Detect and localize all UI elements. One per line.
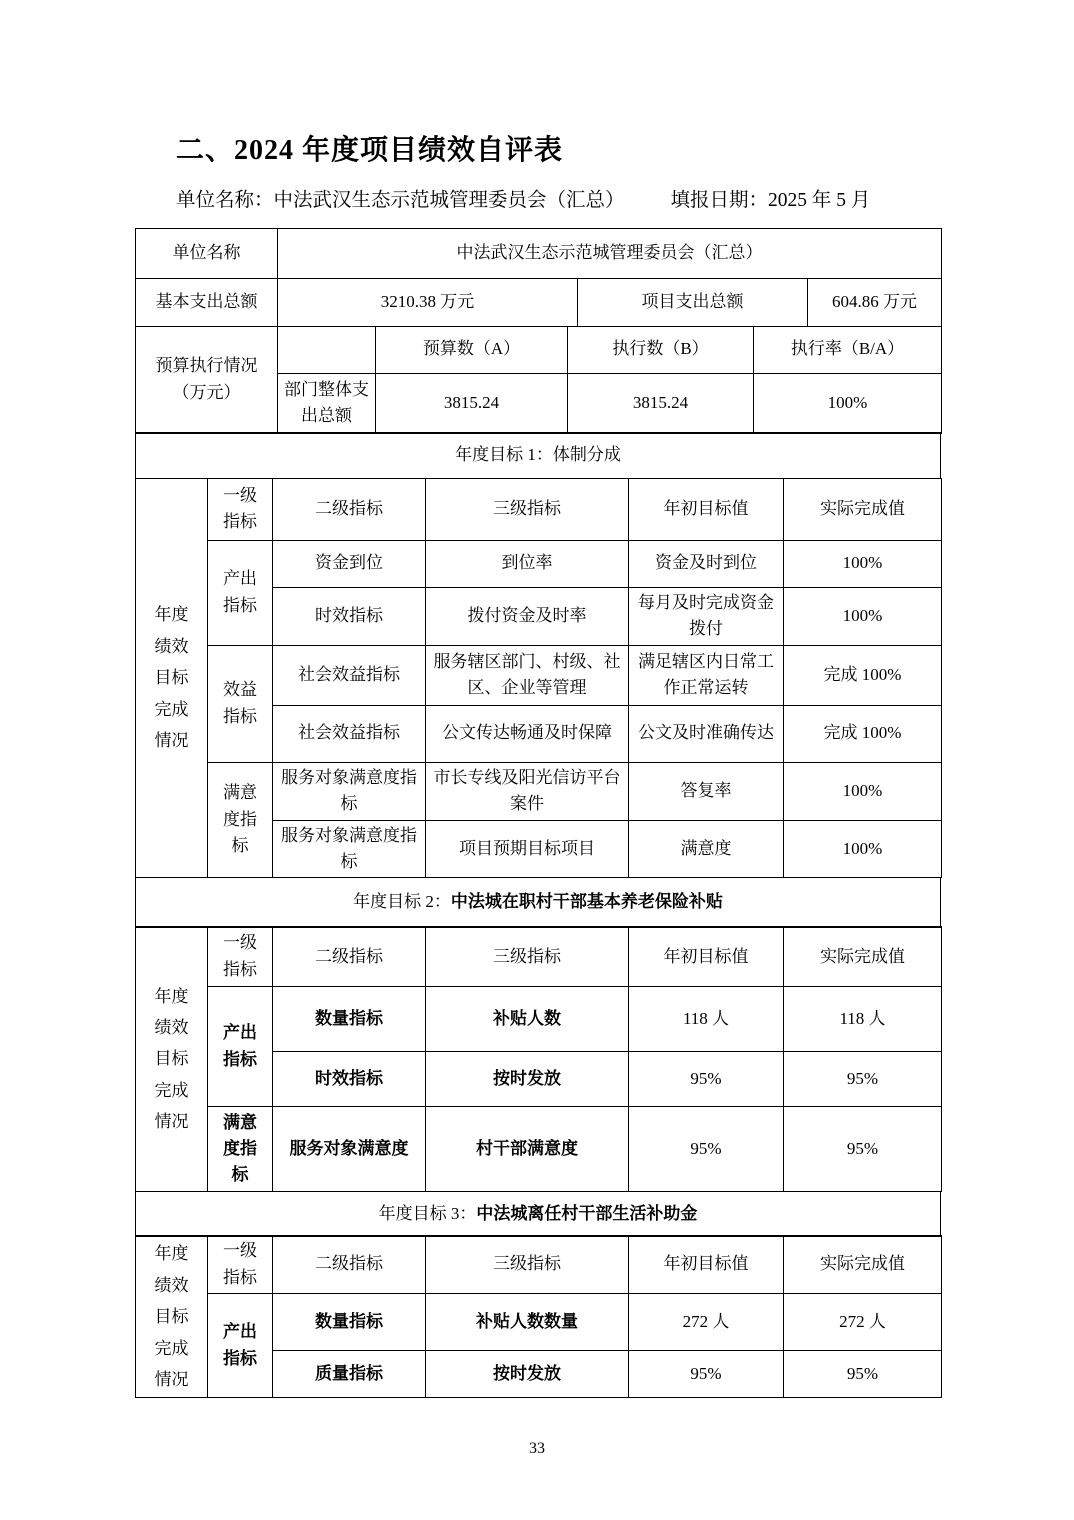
budget-label-line2: （万元）: [172, 382, 241, 402]
actual-cell: 100%: [784, 540, 942, 587]
level1-cell: 产出指标: [208, 987, 273, 1107]
target-cell: 95%: [629, 1351, 784, 1398]
level3-cell: 服务辖区部门、村级、社区、企业等管理: [426, 645, 629, 705]
goal-3-prefix: 年度目标 3：: [378, 1203, 477, 1223]
header-target-cell: 年初目标值: [629, 1236, 784, 1294]
goal-1-banner-table: [135, 432, 941, 479]
goal-1-banner: [136, 433, 941, 479]
actual-cell: 118 人: [784, 987, 942, 1052]
target-cell: 95%: [629, 1107, 784, 1192]
actual-cell: 完成 100%: [784, 645, 942, 705]
project-expense-value-cell: 604.86 万元: [808, 279, 942, 327]
level2-cell: 数量指标: [273, 1293, 426, 1351]
target-cell: 每月及时完成资金拨付: [629, 587, 784, 645]
level3-cell: 村干部满意度: [426, 1107, 629, 1192]
empty-cell: [278, 326, 376, 373]
budget-execution-label-cell: [136, 326, 278, 433]
level2-cell: 社会效益指标: [273, 705, 426, 762]
level2-cell: 时效指标: [273, 587, 426, 645]
budget-rate-value-cell: 100%: [754, 373, 942, 433]
section-3-indicator-table: [135, 1235, 942, 1398]
section-1-indicator-table: [135, 478, 942, 879]
level3-cell: 补贴人数数量: [426, 1293, 629, 1351]
level3-cell: 补贴人数: [426, 987, 629, 1052]
target-cell: 答复率: [629, 762, 784, 820]
budget-col-b-header-cell: 执行数（B）: [568, 326, 754, 373]
level2-cell: 数量指标: [273, 987, 426, 1052]
dept-total-label-cell: 部门整体支出总额: [278, 373, 376, 433]
budget-b-value-cell: 3815.24: [568, 373, 754, 433]
header-actual-cell: 实际完成值: [784, 478, 942, 540]
level1-cell: 效益指标: [208, 645, 273, 762]
side-label-cell: 年度绩效目标完成情况: [136, 927, 208, 1192]
actual-cell: 100%: [784, 762, 942, 820]
goal-2-banner-table: [135, 877, 941, 928]
level1-cell: 产出指标: [208, 540, 273, 645]
header-level2-cell: 二级指标: [273, 927, 426, 987]
goal-2-prefix: 年度目标 2：: [353, 892, 451, 912]
target-cell: 272 人: [629, 1293, 784, 1351]
subtitle-row: [176, 184, 870, 212]
actual-cell: 100%: [784, 820, 942, 878]
goal-3-name: 中法城离任村干部生活补助金: [476, 1203, 698, 1223]
actual-cell: 完成 100%: [784, 705, 942, 762]
unit-name-line: 单位名称：中法武汉生态示范城管理委员会（汇总）: [176, 190, 625, 211]
goal-1-name: 体制分成: [552, 445, 621, 465]
self-evaluation-table: [135, 228, 941, 1398]
basic-expense-value-cell: 3210.38 万元: [278, 279, 578, 327]
level3-cell: 项目预期目标项目: [426, 820, 629, 878]
goal-3-banner-table: [135, 1191, 941, 1237]
header-level2-cell: 二级指标: [273, 1236, 426, 1294]
header-level2-cell: 二级指标: [273, 478, 426, 540]
header-actual-cell: 实际完成值: [784, 927, 942, 987]
page-number: 33: [529, 1440, 545, 1457]
header-level3-cell: 三级指标: [426, 927, 629, 987]
report-date-line: 填报日期：2025 年 5 月: [670, 190, 871, 211]
level3-cell: 公文传达畅通及时保障: [426, 705, 629, 762]
unit-name-label-cell: 单位名称: [136, 229, 278, 279]
goal-3-banner: [136, 1191, 941, 1236]
level3-cell: 按时发放: [426, 1052, 629, 1107]
actual-cell: 95%: [784, 1107, 942, 1192]
budget-a-value-cell: 3815.24: [376, 373, 568, 433]
actual-cell: 100%: [784, 587, 942, 645]
level2-cell: 社会效益指标: [273, 645, 426, 705]
actual-cell: 272 人: [784, 1293, 942, 1351]
goal-1-prefix: 年度目标 1：: [455, 445, 553, 465]
budget-col-a-header-cell: 预算数（A）: [376, 326, 568, 373]
header-level1-cell: 一级指标: [208, 927, 273, 987]
goal-2-name: 中法城在职村干部基本养老保险补贴: [450, 892, 723, 912]
header-target-cell: 年初目标值: [629, 478, 784, 540]
header-actual-cell: 实际完成值: [784, 1236, 942, 1294]
goal-2-banner: [136, 877, 941, 927]
target-cell: 资金及时到位: [629, 540, 784, 587]
level2-cell: 质量指标: [273, 1351, 426, 1398]
page-title: 二、2024 年度项目绩效自评表: [176, 135, 564, 166]
info-table: [135, 228, 942, 327]
unit-name-value-cell: 中法武汉生态示范城管理委员会（汇总）: [278, 229, 942, 279]
actual-cell: 95%: [784, 1052, 942, 1107]
budget-col-rate-header-cell: 执行率（B/A）: [754, 326, 942, 373]
header-level3-cell: 三级指标: [426, 1236, 629, 1294]
header-level1-cell: 一级指标: [208, 478, 273, 540]
level1-cell: 满意度指标: [208, 1107, 273, 1192]
header-target-cell: 年初目标值: [629, 927, 784, 987]
level2-cell: 时效指标: [273, 1052, 426, 1107]
target-cell: 满足辖区内日常工作正常运转: [629, 645, 784, 705]
level2-cell: 服务对象满意度指标: [273, 820, 426, 878]
level1-cell: 产出指标: [208, 1293, 273, 1398]
level2-cell: 资金到位: [273, 540, 426, 587]
basic-expense-label-cell: 基本支出总额: [136, 279, 278, 327]
actual-cell: 95%: [784, 1351, 942, 1398]
target-cell: 满意度: [629, 820, 784, 878]
target-cell: 公文及时准确传达: [629, 705, 784, 762]
level3-cell: 按时发放: [426, 1351, 629, 1398]
side-label-cell: 年度绩效目标完成情况: [136, 1236, 208, 1398]
header-level1-cell: 一级指标: [208, 1236, 273, 1294]
level3-cell: 到位率: [426, 540, 629, 587]
target-cell: 118 人: [629, 987, 784, 1052]
level2-cell: 服务对象满意度: [273, 1107, 426, 1192]
project-expense-label-cell: 项目支出总额: [578, 279, 808, 327]
level2-cell: 服务对象满意度指标: [273, 762, 426, 820]
side-label-cell: 年度绩效目标完成情况: [136, 478, 208, 878]
target-cell: 95%: [629, 1052, 784, 1107]
header-level3-cell: 三级指标: [426, 478, 629, 540]
level1-cell: 满意度指标: [208, 762, 273, 878]
level3-cell: 拨付资金及时率: [426, 587, 629, 645]
section-2-indicator-table: [135, 926, 942, 1192]
budget-execution-table: [135, 326, 942, 434]
level3-cell: 市长专线及阳光信访平台案件: [426, 762, 629, 820]
budget-label-line1: 预算执行情况: [155, 356, 258, 376]
